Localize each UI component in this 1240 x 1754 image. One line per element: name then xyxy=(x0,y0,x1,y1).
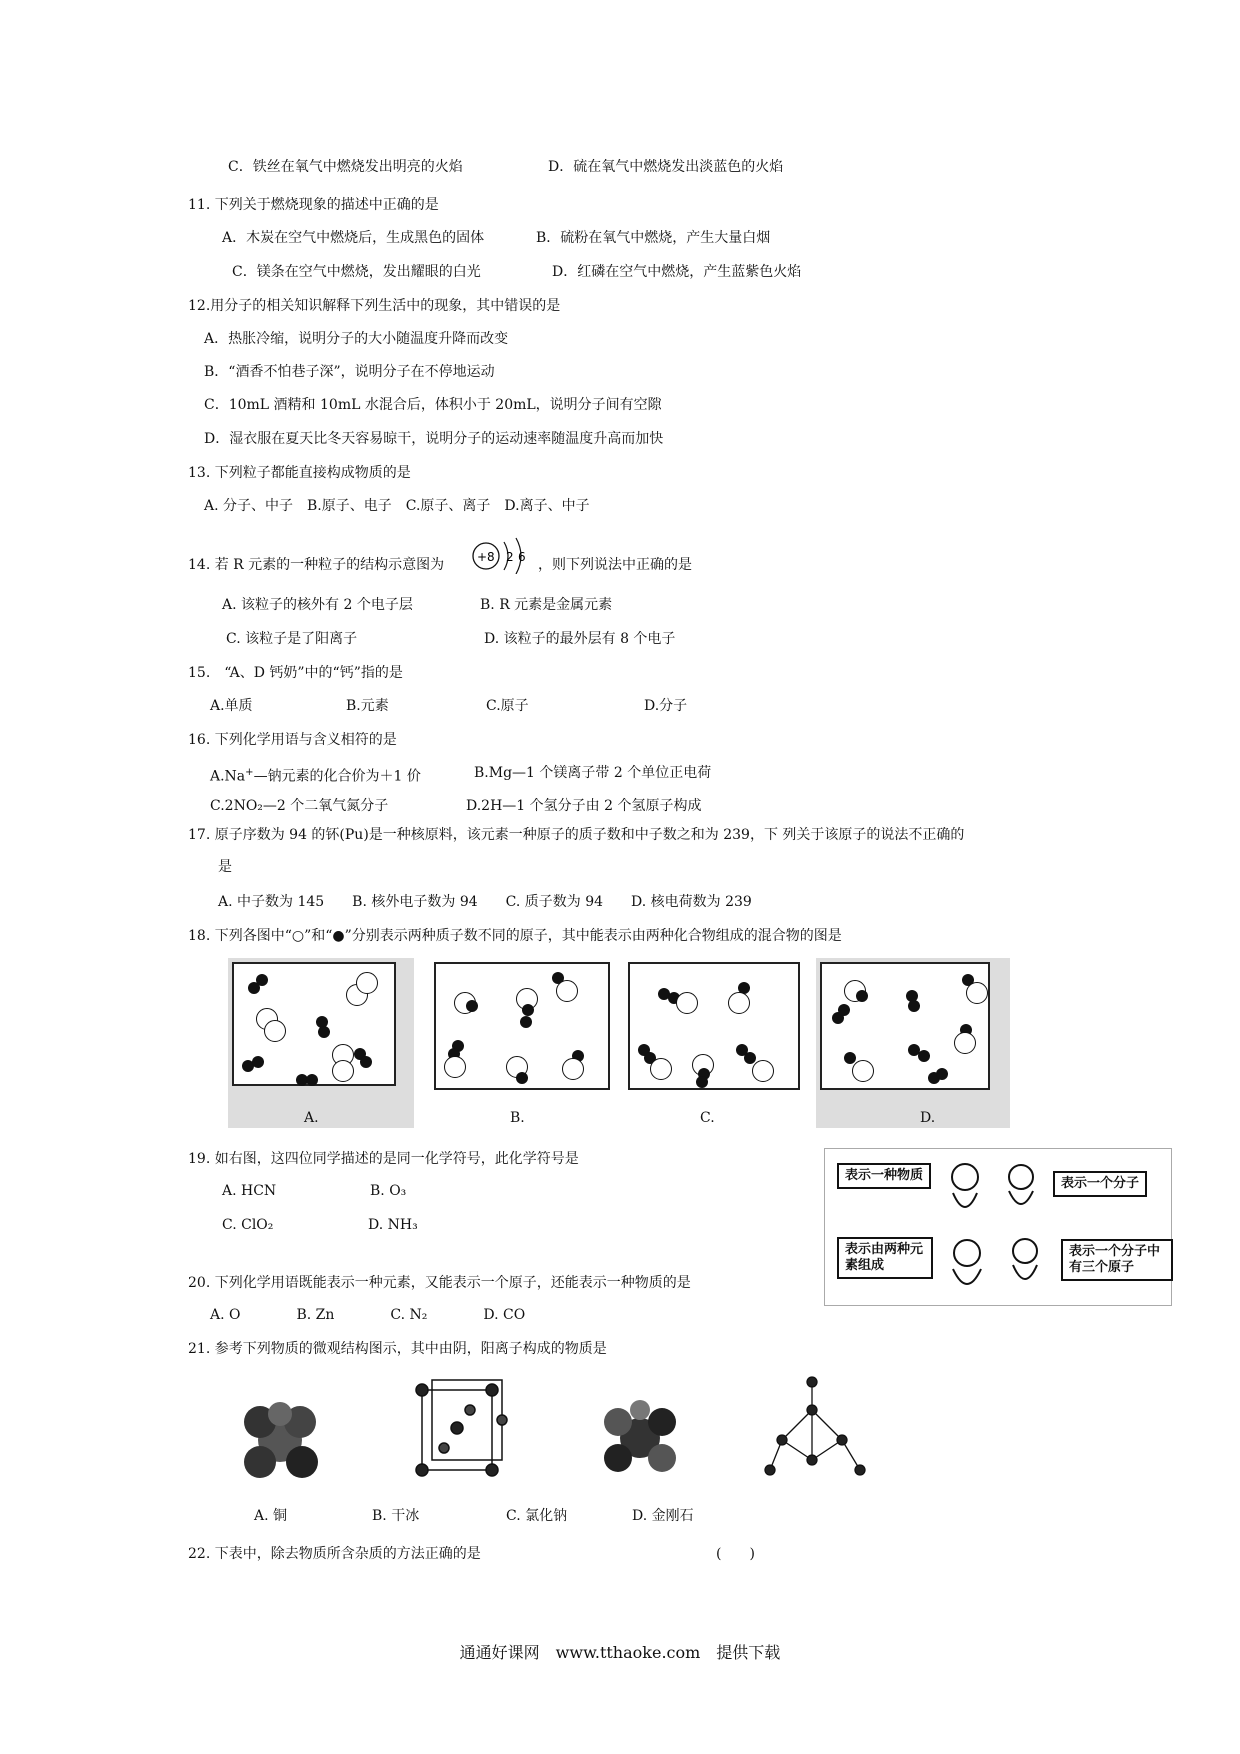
sodium-chloride-lattice-image xyxy=(604,1400,676,1472)
q17-stem-cont: 是 xyxy=(218,859,232,875)
page-footer: 通通好课网 www.tthaoke.com 提供下载 xyxy=(459,1643,781,1662)
q12-stem: 12.用分子的相关知识解释下列生活中的现象，其中错误的是 xyxy=(188,298,561,314)
q11-option-d: D．红磷在空气中燃烧，产生蓝紫色火焰 xyxy=(552,264,802,280)
q18-figure-c xyxy=(628,962,800,1090)
q14-stem-post: ，则下列说法中正确的是 xyxy=(538,557,692,573)
shell1-electrons: 2 xyxy=(506,550,514,564)
q14-option-b: B. R 元素是金属元素 xyxy=(480,597,613,613)
student-figure-3 xyxy=(945,1235,991,1297)
q13-stem: 13. 下列粒子都能直接构成物质的是 xyxy=(188,465,411,481)
q14-option-a: A. 该粒子的核外有 2 个电子层 xyxy=(222,597,413,613)
q10-option-d: D．硫在氧气中燃烧发出淡蓝色的火焰 xyxy=(548,159,784,175)
q12-option-c: C．10mL 酒精和 10mL 水混合后，体积小于 20mL，说明分子间有空隙 xyxy=(204,397,662,413)
q19-option-c: C. ClO₂ xyxy=(222,1217,274,1233)
q14-option-c: C. 该粒子是了阳离子 xyxy=(226,631,358,647)
q15-option-d: D.分子 xyxy=(644,698,688,714)
q16-option-d: D.2H—1 个氢分子由 2 个氢原子构成 xyxy=(466,798,702,814)
q18-label-b: B. xyxy=(510,1110,525,1126)
q17-options: A. 中子数为 145 B. 核外电子数为 94 C. 质子数为 94 D. 核电荷数为 239 xyxy=(218,894,752,910)
diamond-lattice-image xyxy=(765,1377,865,1475)
q15-option-a: A.单质 xyxy=(210,698,253,714)
q20-options: A. O B. Zn C. N₂ D. CO xyxy=(210,1307,526,1323)
q16-option-a: A.Na+—钠元素的化合价为＋1 价 xyxy=(210,767,421,785)
q21-option-c: C. 氯化钠 xyxy=(506,1508,568,1524)
q10-option-c: C．铁丝在氧气中燃烧发出明亮的火焰 xyxy=(228,159,463,175)
q18-label-a: A. xyxy=(304,1110,319,1126)
student-figure-4 xyxy=(1005,1235,1045,1293)
q12-option-a: A．热胀冷缩，说明分子的大小随温度升降而改变 xyxy=(204,331,509,347)
q21-option-b: B. 干冰 xyxy=(372,1508,420,1524)
bubble-two-elements: 表示由两种元素组成 xyxy=(837,1237,933,1279)
q17-stem: 17. 原子序数为 94 的钚(Pu)是一种核原料，该元素一种原子的质子数和中子数之和为 239，下 列关于该原子的说法不正确的 xyxy=(188,827,965,843)
q11-stem: 11. 下列关于燃烧现象的描述中正确的是 xyxy=(188,197,439,213)
atom-structure-diagram xyxy=(470,530,536,574)
q18-figure-b xyxy=(434,962,610,1090)
q11-option-b: B．硫粉在氧气中燃烧，产生大量白烟 xyxy=(536,230,771,246)
q21-option-d: D. 金刚石 xyxy=(632,1508,694,1524)
shell2-electrons: 6 xyxy=(518,550,526,564)
nucleus-charge: +8 xyxy=(477,550,495,564)
q21-option-a: A. 铜 xyxy=(254,1508,288,1524)
copper-lattice-image xyxy=(244,1402,318,1478)
q14-option-d: D. 该粒子的最外层有 8 个电子 xyxy=(484,631,676,647)
q15-option-b: B.元素 xyxy=(346,698,389,714)
q22-answer-paren: ( ) xyxy=(716,1546,755,1562)
student-figure-1 xyxy=(943,1159,989,1219)
q19-option-d: D. NH₃ xyxy=(368,1217,418,1233)
q18-figure-a xyxy=(232,962,396,1086)
q21-stem: 21. 参考下列物质的微观结构图示，其中由阴，阳离子构成的物质是 xyxy=(188,1341,607,1357)
q19-option-a: A. HCN xyxy=(222,1183,277,1199)
q16-option-b: B.Mg—1 个镁离子带 2 个单位正电荷 xyxy=(474,765,712,781)
q19-option-b: B. O₃ xyxy=(370,1183,407,1199)
q22-stem: 22. 下表中，除去物质所含杂质的方法正确的是 xyxy=(188,1546,481,1562)
q16-stem: 16. 下列化学用语与含义相符的是 xyxy=(188,732,397,748)
q19-cartoon-panel xyxy=(824,1148,1172,1306)
q21-structures xyxy=(200,1370,920,1490)
q12-option-b: B．“酒香不怕巷子深”，说明分子在不停地运动 xyxy=(204,364,495,380)
q16-option-c: C.2NO₂—2 个二氧气氮分子 xyxy=(210,798,389,814)
bubble-three-atoms: 表示一个分子中有三个原子 xyxy=(1061,1239,1173,1281)
bubble-molecule: 表示一个分子 xyxy=(1053,1171,1147,1197)
q18-figure-d xyxy=(820,962,990,1090)
q15-stem: 15. “A、D 钙奶”中的“钙”指的是 xyxy=(188,665,403,681)
q11-option-c: C．镁条在空气中燃烧，发出耀眼的白光 xyxy=(232,264,481,280)
bubble-substance: 表示一种物质 xyxy=(837,1163,931,1189)
student-figure-2 xyxy=(1001,1161,1041,1217)
q12-option-d: D．湿衣服在夏天比冬天容易晾干，说明分子的运动速率随温度升高而加快 xyxy=(204,431,664,447)
q11-option-a: A．木炭在空气中燃烧后，生成黑色的固体 xyxy=(222,230,485,246)
dry-ice-lattice-image xyxy=(416,1380,507,1476)
q15-option-c: C.原子 xyxy=(486,698,529,714)
q18-label-d: D. xyxy=(920,1110,936,1126)
q20-stem: 20. 下列化学用语既能表示一种元素，又能表示一个原子，还能表示一种物质的是 xyxy=(188,1275,691,1291)
q19-stem: 19. 如右图，这四位同学描述的是同一化学符号，此化学符号是 xyxy=(188,1151,579,1167)
q14-stem-pre: 14. 若 R 元素的一种粒子的结构示意图为 xyxy=(188,557,445,573)
q18-stem: 18. 下列各图中“○”和“●”分别表示两种质子数不同的原子，其中能表示由两种化合物组成的混合物的图是 xyxy=(188,928,842,944)
q13-options: A. 分子、中子 B.原子、电子 C.原子、离子 D.离子、中子 xyxy=(204,498,590,514)
q18-label-c: C. xyxy=(700,1110,715,1126)
